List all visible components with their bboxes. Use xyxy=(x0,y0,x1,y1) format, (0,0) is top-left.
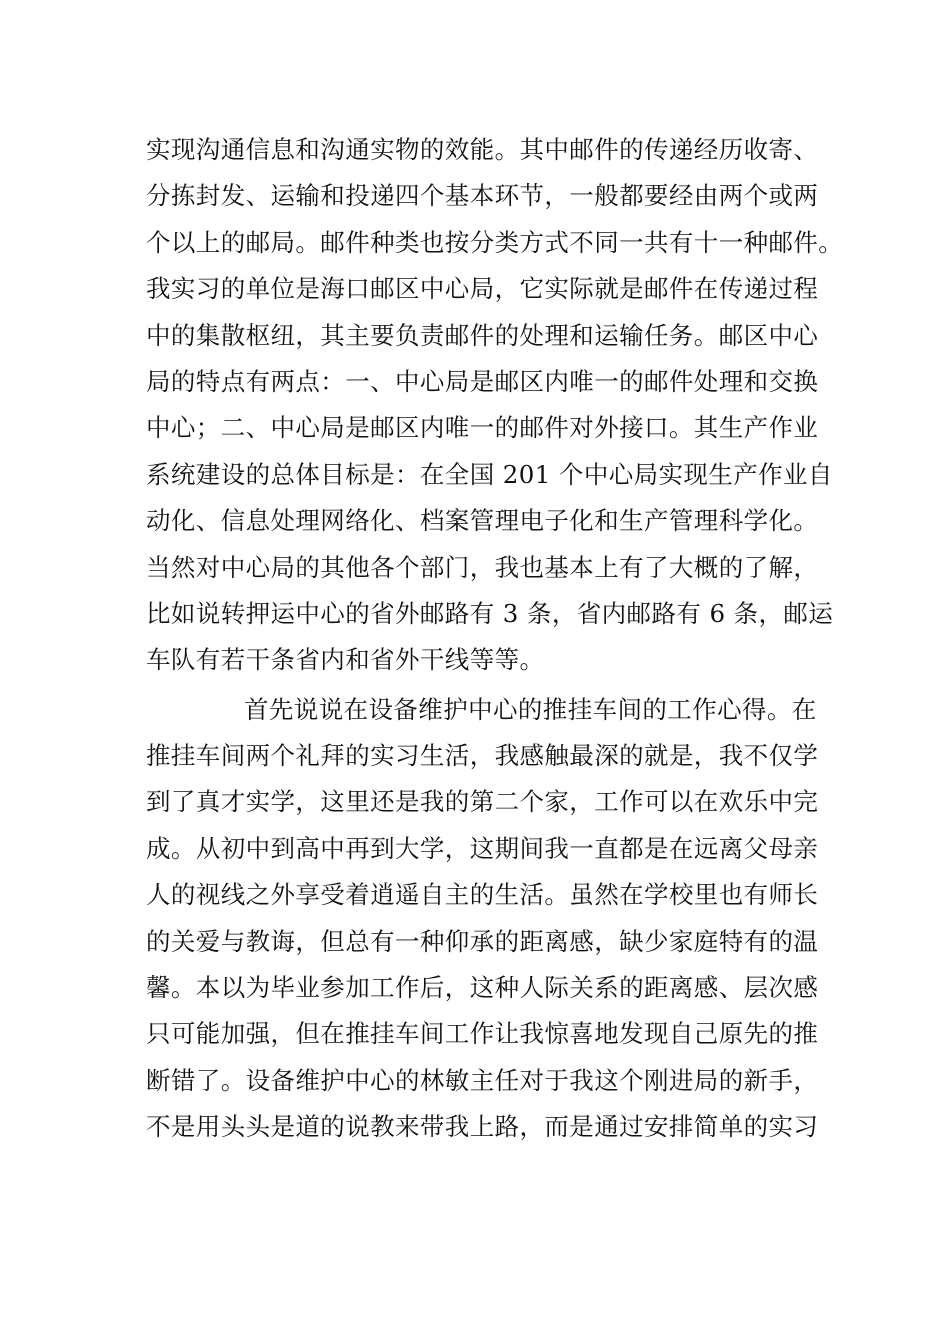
paragraph-2 xyxy=(146,690,836,1154)
text-line: 的关爱与教诲，但总有一种仰承的距离感，缺少家庭特有的温 xyxy=(146,926,819,956)
text-line: 分拣封发、运输和投递四个基本环节，一般都要经由两个或两 xyxy=(146,181,819,211)
text-line: 局的特点有两点：一、中心局是邮区内唯一的邮件处理和交换 xyxy=(146,366,819,396)
text-line: 我实习的单位是海口邮区中心局，它实际就是邮件在传递过程 xyxy=(146,274,819,304)
text-line: 首先说说在设备维护中心的推挂车间的工作心得。在 xyxy=(244,694,817,724)
paragraph-1 xyxy=(146,130,844,687)
text-line: 个以上的邮局。邮件种类也按分类方式不同一共有十一种邮件。 xyxy=(146,227,844,257)
text-line: 不是用头头是道的说教来带我上路，而是通过安排简单的实习 xyxy=(146,1112,819,1142)
text-line: 中心；二、中心局是邮区内唯一的邮件对外接口。其生产作业 xyxy=(146,413,819,443)
text-line: 实现沟通信息和沟通实物的效能。其中邮件的传递经历收寄、 xyxy=(146,135,819,164)
text-line: 动化、信息处理网络化、档案管理电子化和生产管理科学化。 xyxy=(146,506,819,536)
text-line: 推挂车间两个礼拜的实习生活，我感触最深的就是，我不仅学 xyxy=(146,741,819,771)
text-line: 馨。本以为毕业参加工作后，这种人际关系的距离感、层次感 xyxy=(146,973,819,1003)
text-line: 比如说转押运中心的省外邮路有 3 条，省内邮路有 6 条，邮运 xyxy=(146,598,834,628)
text-line: 成。从初中到高中再到大学，这期间我一直都是在远离父母亲 xyxy=(146,833,819,863)
body-text xyxy=(146,130,844,1154)
text-line: 人的视线之外享受着逍遥自主的生活。虽然在学校里也有师长 xyxy=(146,880,819,910)
text-line: 车队有若干条省内和省外干线等等。 xyxy=(146,645,545,675)
text-line: 只可能加强，但在推挂车间工作让我惊喜地发现自己原先的推 xyxy=(146,1019,819,1049)
text-line: 当然对中心局的其他各个部门，我也基本上有了大概的了解， xyxy=(146,552,819,582)
text-line: 到了真才实学，这里还是我的第二个家，工作可以在欢乐中完 xyxy=(146,787,819,817)
text-line: 系统建设的总体目标是：在全国 201 个中心局实现生产作业自 xyxy=(146,459,833,489)
text-line: 中的集散枢纽，其主要负责邮件的处理和运输任务。邮区中心 xyxy=(146,320,819,350)
text-line: 断错了。设备维护中心的林敏主任对于我这个刚进局的新手， xyxy=(146,1065,819,1095)
